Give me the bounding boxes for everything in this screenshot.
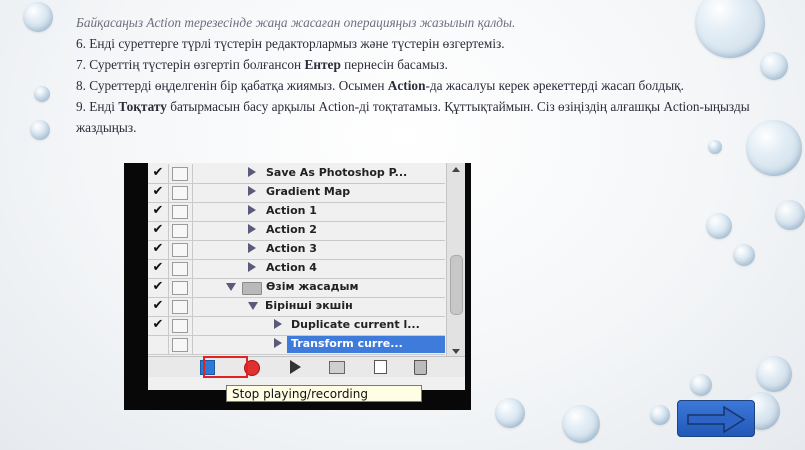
toggle-check-icon[interactable]: ✔	[152, 222, 164, 237]
step-7-text: 7. Суреттің түстерін өзгертіп болғансон	[76, 57, 305, 72]
action-label: Бірінші экшін	[265, 299, 353, 312]
column-divider	[192, 202, 193, 221]
play-button[interactable]	[290, 360, 301, 374]
step-8-text-end: -да жасалуы керек әрекеттерді жасап болдық.	[425, 78, 684, 93]
column-divider	[168, 335, 169, 354]
dialog-toggle-icon[interactable]	[172, 186, 188, 200]
column-divider	[168, 240, 169, 259]
column-divider	[168, 278, 169, 297]
bubble-decoration	[756, 356, 792, 392]
dialog-toggle-icon[interactable]	[172, 205, 188, 219]
column-divider	[192, 259, 193, 278]
note-text: Байқасаңыз Action терезесінде жаңа жасаған операцияңыз жазылып қалды.	[76, 15, 516, 30]
collapse-triangle-icon[interactable]	[274, 338, 282, 348]
column-divider	[168, 221, 169, 240]
column-divider	[192, 297, 193, 316]
dialog-toggle-icon[interactable]	[172, 319, 188, 333]
collapse-triangle-icon[interactable]	[248, 205, 256, 215]
action-label-wrap	[262, 165, 445, 182]
actions-panel-screenshot	[124, 163, 471, 410]
step-9-text-end: батырмасын басу арқылы Action-ді тоқтатамыз. Құттықтаймын. Сіз өзіңіздің алғашқы Action-ыңызды жаздыңыз.	[76, 99, 750, 135]
column-divider	[192, 164, 193, 183]
new-action-icon[interactable]	[374, 360, 387, 374]
action-label: Save As Photoshop P...	[266, 166, 408, 179]
column-divider	[192, 335, 193, 354]
bubble-decoration	[650, 405, 670, 425]
collapse-triangle-icon[interactable]	[248, 186, 256, 196]
actions-toolbar	[148, 356, 465, 377]
bubble-decoration	[690, 374, 712, 396]
new-set-folder-icon[interactable]	[329, 361, 345, 374]
action-label-wrap	[287, 336, 445, 353]
toggle-check-icon[interactable]: ✔	[152, 165, 164, 180]
toggle-check-icon[interactable]: ✔	[152, 260, 164, 275]
collapse-triangle-icon[interactable]	[248, 243, 256, 253]
collapse-triangle-icon[interactable]	[248, 262, 256, 272]
action-label-wrap	[287, 317, 445, 334]
toggle-check-icon[interactable]	[151, 337, 165, 351]
toggle-check-icon[interactable]: ✔	[152, 184, 164, 199]
column-divider	[192, 278, 193, 297]
tooltip: Stop playing/recording	[226, 385, 422, 402]
action-row[interactable]	[148, 335, 445, 355]
next-slide-button[interactable]	[677, 400, 755, 437]
dialog-toggle-icon[interactable]	[172, 262, 188, 276]
action-row[interactable]	[148, 278, 445, 298]
action-row[interactable]	[148, 240, 445, 260]
step-7	[76, 54, 766, 75]
action-label-wrap	[262, 260, 445, 277]
dialog-toggle-icon[interactable]	[172, 243, 188, 257]
instruction-text	[76, 12, 766, 138]
collapse-triangle-icon[interactable]	[248, 167, 256, 177]
action-label: Transform curre...	[291, 337, 403, 350]
column-divider	[192, 183, 193, 202]
action-row[interactable]	[148, 221, 445, 241]
column-divider	[168, 297, 169, 316]
toggle-check-icon[interactable]: ✔	[152, 241, 164, 256]
bubble-decoration	[495, 398, 525, 428]
column-divider	[168, 259, 169, 278]
action-row[interactable]	[148, 202, 445, 222]
action-label-wrap	[262, 222, 445, 239]
action-label-wrap	[262, 203, 445, 220]
collapse-triangle-icon[interactable]	[248, 224, 256, 234]
trash-icon[interactable]	[414, 360, 427, 375]
stop-button-highlight	[203, 356, 248, 378]
column-divider	[168, 202, 169, 221]
column-divider	[168, 316, 169, 335]
scroll-down-arrow[interactable]	[452, 349, 460, 354]
enter-key-label: Ентер	[304, 57, 341, 72]
action-row[interactable]	[148, 183, 445, 203]
bubble-decoration	[708, 140, 722, 154]
column-divider	[192, 316, 193, 335]
action-label: Action 4	[266, 261, 317, 274]
scroll-up-arrow[interactable]	[452, 167, 460, 172]
dialog-toggle-icon[interactable]	[172, 338, 188, 352]
action-label-wrap	[262, 241, 445, 258]
step-9-text: 9. Енді	[76, 99, 119, 114]
action-row[interactable]	[148, 259, 445, 279]
action-row[interactable]	[148, 316, 445, 336]
toggle-check-icon[interactable]: ✔	[152, 203, 164, 218]
column-divider	[168, 164, 169, 183]
dialog-toggle-icon[interactable]	[172, 300, 188, 314]
action-row[interactable]	[148, 164, 445, 184]
bubble-decoration	[706, 213, 732, 239]
scroll-thumb[interactable]	[450, 255, 463, 315]
column-divider	[192, 221, 193, 240]
bubble-decoration	[733, 244, 755, 266]
bubble-decoration	[30, 120, 50, 140]
action-label: Action 3	[266, 242, 317, 255]
step-6: 6. Енді суреттерге түрлі түстерін редакторлармыз және түстерін өзгертеміз.	[76, 36, 505, 51]
toggle-check-icon[interactable]: ✔	[152, 298, 164, 313]
dialog-toggle-icon[interactable]	[172, 224, 188, 238]
arrow-right-icon	[678, 401, 756, 438]
folder-icon	[242, 282, 262, 295]
toggle-check-icon[interactable]: ✔	[152, 317, 164, 332]
bubble-decoration	[775, 200, 805, 230]
bubble-decoration	[562, 405, 600, 443]
action-label: Action 1	[266, 204, 317, 217]
action-label: Gradient Map	[266, 185, 351, 198]
action-row[interactable]	[148, 297, 445, 317]
action-label: Action 2	[266, 223, 317, 236]
dialog-toggle-icon[interactable]	[172, 281, 188, 295]
action-label: Өзім жасадым	[266, 280, 359, 293]
step-8	[76, 75, 766, 96]
action-label-wrap	[262, 279, 445, 296]
bubble-decoration	[34, 86, 50, 102]
actions-panel	[148, 163, 465, 401]
bubble-decoration	[23, 2, 53, 32]
step-9	[76, 96, 766, 138]
toggle-check-icon[interactable]: ✔	[152, 279, 164, 294]
scrollbar[interactable]	[446, 163, 465, 363]
dialog-toggle-icon[interactable]	[172, 167, 188, 181]
step-7-text-end: пернесін басамыз.	[340, 57, 448, 72]
expand-triangle-icon[interactable]	[248, 302, 258, 310]
stop-word: Тоқтату	[118, 99, 167, 114]
action-label-wrap	[262, 184, 445, 201]
action-label: Duplicate current l...	[291, 318, 420, 331]
expand-triangle-icon[interactable]	[226, 283, 236, 291]
column-divider	[192, 240, 193, 259]
action-word: Action	[387, 78, 426, 93]
step-8-text: 8. Суреттерді өңделгенін бір қабатқа жиямыз. Осымен	[76, 78, 388, 93]
action-label-wrap	[261, 298, 445, 315]
collapse-triangle-icon[interactable]	[274, 319, 282, 329]
column-divider	[168, 183, 169, 202]
